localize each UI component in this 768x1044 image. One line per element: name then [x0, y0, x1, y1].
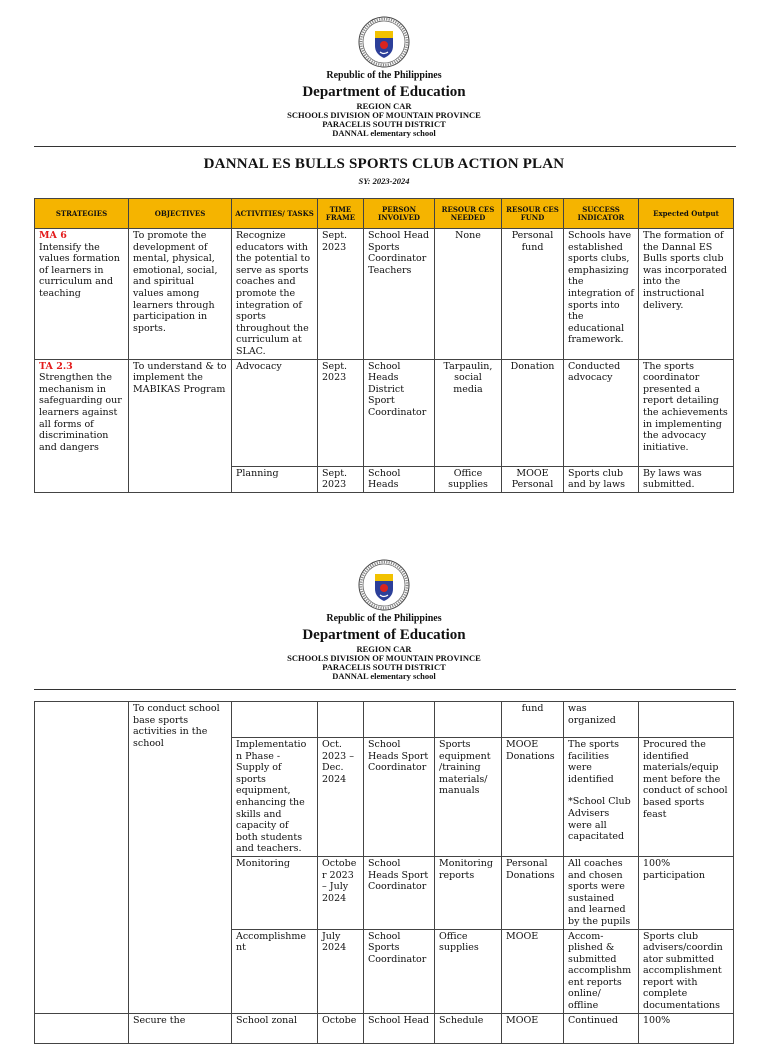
division-line: SCHOOLS DIVISION OF MOUNTAIN PROVINCE: [287, 110, 481, 121]
expected-output-cell: By laws was submitted.: [639, 466, 734, 492]
success-indicator-cell: Schools have established sports clubs, emphasizing the integration of sports into the educational framework.: [564, 229, 639, 360]
school-year: SY: 2023-2024: [358, 176, 410, 186]
expected-output-cell: [639, 702, 734, 738]
header-success-indicator: SUCCESS INDICATOR: [564, 199, 639, 229]
activity-cell: School zonal: [232, 1013, 318, 1043]
success-indicator-cell: All coaches and chosen sports were sustained and learned by the pupils: [564, 856, 639, 929]
header-resources-needed: RESOUR CES NEEDED: [435, 199, 502, 229]
resources-fund-cell: Personal fund: [502, 229, 564, 360]
resources-needed-cell: None: [435, 229, 502, 360]
region-line: REGION CAR: [356, 644, 412, 655]
district-line: PARACELIS SOUTH DISTRICT: [322, 662, 446, 673]
expected-output-cell: 100%: [639, 1013, 734, 1043]
expected-output-cell: 100% participation: [639, 856, 734, 929]
person-involved-cell: School Head: [364, 1013, 435, 1043]
time-frame-cell: Octobe r 2023 – July 2024: [318, 856, 364, 929]
activity-cell: Recognize educators with the potential to serve as sports coaches and promote the integration of sports throughout the curriculum at SLAC.: [232, 229, 318, 360]
strategy-cell: [35, 702, 129, 1014]
division-line: SCHOOLS DIVISION OF MOUNTAIN PROVINCE: [287, 653, 481, 664]
department-line: Department of Education: [302, 626, 466, 643]
republic-line: Republic of the Philippines: [326, 613, 442, 624]
resources-needed-cell: [435, 702, 502, 738]
header-resources-fund: RESOUR CES FUND: [502, 199, 564, 229]
table-row: [35, 229, 734, 360]
indicator-text-2: *School Club Advisers were all capacitated: [568, 796, 631, 843]
action-plan-table-page1: [34, 198, 734, 493]
activity-cell: [232, 702, 318, 738]
header-activities: ACTIVITIES/ TASKS: [232, 199, 318, 229]
success-indicator-cell: Accom- plished & submitted accomplishm ent reports online/ offline: [564, 929, 639, 1013]
strategy-cell: [35, 1013, 129, 1043]
person-involved-cell: School Heads District Sport Coordinator: [364, 359, 435, 466]
header-strategies: STRATEGIES: [35, 199, 129, 229]
person-involved-cell: School Heads: [364, 466, 435, 492]
strategy-text: Intensify the values formation of learners in curriculum and teaching: [39, 241, 120, 299]
person-involved-cell: School Head Sports Coordinator Teachers: [364, 229, 435, 360]
table-row: [35, 702, 734, 738]
resources-needed-cell: Schedule: [435, 1013, 502, 1043]
success-indicator-cell: Conducted advocacy: [564, 359, 639, 466]
school-line: DANNAL elementary school: [332, 671, 436, 682]
department-line: Department of Education: [302, 83, 466, 100]
strategy-cell: [35, 359, 129, 492]
resources-needed-cell: Office supplies: [435, 929, 502, 1013]
resources-needed-cell: Office supplies: [435, 466, 502, 492]
activity-cell: Monitoring: [232, 856, 318, 929]
resources-fund-cell: MOOE Donations: [502, 738, 564, 857]
header-person-involved: PERSON INVOLVED: [364, 199, 435, 229]
header-divider: [34, 689, 736, 690]
time-frame-cell: Sept. 2023: [318, 359, 364, 466]
activity-cell: Accomplishme nt: [232, 929, 318, 1013]
objective-cell: To conduct school base sports activities in the school: [129, 702, 232, 1014]
resources-needed-cell: Sports equipment /training materials/ manuals: [435, 738, 502, 857]
strategy-text: Strengthen the mechanism in safeguarding our learners against all forms of discrimination and dangers: [39, 372, 122, 453]
resources-fund-cell: Personal Donations: [502, 856, 564, 929]
resources-needed-cell: Tarpaulin, social media: [435, 359, 502, 466]
plan-title: DANNAL ES BULLS SPORTS CLUB ACTION PLAN: [203, 156, 565, 172]
resources-fund-cell: Donation: [502, 359, 564, 466]
table-row: [35, 359, 734, 466]
expected-output-cell: The sports coordinator presented a report detailing the achievements in implementing the advocacy initiative.: [639, 359, 734, 466]
district-line: PARACELIS SOUTH DISTRICT: [322, 119, 446, 130]
objective-cell: Secure the: [129, 1013, 232, 1043]
region-line: REGION CAR: [356, 101, 412, 112]
success-indicator-cell: was organized: [564, 702, 639, 738]
time-frame-cell: Sept. 2023: [318, 466, 364, 492]
time-frame-cell: July 2024: [318, 929, 364, 1013]
objective-cell: To promote the development of mental, physical, emotional, social, and spiritual values among learners through participation in sports.: [129, 229, 232, 360]
person-involved-cell: [364, 702, 435, 738]
action-plan-table-page2: [34, 701, 734, 1044]
table-row: [35, 1013, 734, 1043]
time-frame-cell: [318, 702, 364, 738]
time-frame-cell: Sept. 2023: [318, 229, 364, 360]
person-involved-cell: School Sports Coordinator: [364, 929, 435, 1013]
objective-cell: To understand & to implement the MABIKAS Program: [129, 359, 232, 492]
resources-needed-cell: Monitoring reports: [435, 856, 502, 929]
person-involved-cell: School Heads Sport Coordinator: [364, 738, 435, 857]
time-frame-cell: Octobe: [318, 1013, 364, 1043]
strategy-cell: [35, 229, 129, 360]
activity-cell: Advocacy: [232, 359, 318, 466]
strategy-code: MA 6: [39, 230, 67, 241]
header-objectives: OBJECTIVES: [129, 199, 232, 229]
expected-output-cell: The formation of the Dannal ES Bulls sports club was incorporated into the instructional delivery.: [639, 229, 734, 360]
expected-output-cell: Procured the identified materials/equip ment before the conduct of school based sports feast: [639, 738, 734, 857]
expected-output-cell: Sports club advisers/coordin ator submitted accomplishment report with complete documentations: [639, 929, 734, 1013]
success-indicator-cell: [564, 738, 639, 857]
header-time-frame: TIME FRAME: [318, 199, 364, 229]
deped-seal-icon: [358, 16, 410, 68]
resources-fund-cell: fund: [502, 702, 564, 738]
success-indicator-cell: Continued: [564, 1013, 639, 1043]
resources-fund-cell: MOOE: [502, 1013, 564, 1043]
header-divider: [34, 146, 736, 147]
republic-line: Republic of the Philippines: [326, 70, 442, 81]
strategy-code: TA 2.3: [39, 360, 73, 372]
deped-seal-icon: [358, 559, 410, 611]
resources-fund-cell: MOOE Personal: [502, 466, 564, 492]
activity-cell: Implementatio n Phase -Supply of sports equipment, enhancing the skills and capacity of both students and teachers.: [232, 738, 318, 857]
success-indicator-cell: Sports club and by laws: [564, 466, 639, 492]
header-expected-output: Expected Output: [639, 199, 734, 229]
indicator-text: The sports facilities were identified: [568, 739, 620, 785]
resources-fund-cell: MOOE: [502, 929, 564, 1013]
time-frame-cell: Oct. 2023 – Dec. 2024: [318, 738, 364, 857]
activity-cell: Planning: [232, 466, 318, 492]
person-involved-cell: School Heads Sport Coordinator: [364, 856, 435, 929]
school-line: DANNAL elementary school: [332, 128, 436, 139]
